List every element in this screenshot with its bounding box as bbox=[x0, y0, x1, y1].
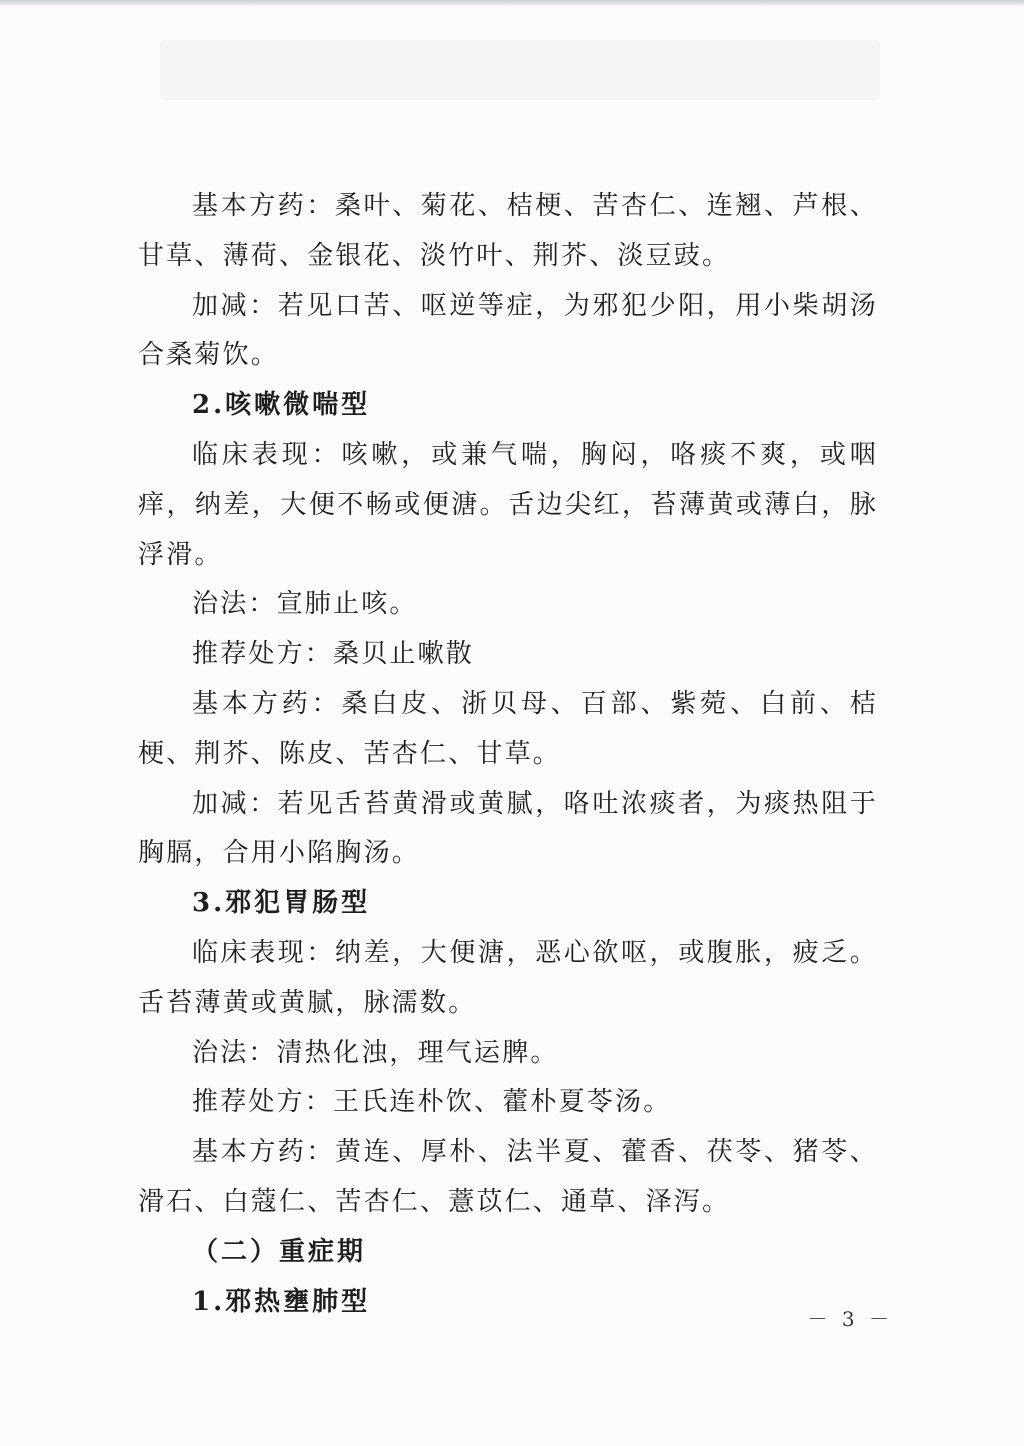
paragraph-treatment-2: 治法：清热化浊，理气运脾。 bbox=[192, 1037, 559, 1068]
paragraph-prescription-1: 推荐处方：桑贝止嗽散 bbox=[192, 639, 475, 670]
heading-heat-lung-type: 1.邪热壅肺型 bbox=[192, 1286, 371, 1317]
scan-top-edge bbox=[0, 0, 1024, 6]
page-body bbox=[138, 182, 878, 1327]
page-number: － 3 － bbox=[807, 1307, 893, 1331]
paragraph-modification-1: 加减：若见口苦、呕逆等症，为邪犯少阳，用小柴胡汤合桑菊饮。 bbox=[138, 290, 878, 371]
paragraph-basic-herbs-3: 基本方药：黄连、厚朴、法半夏、藿香、茯苓、猪苓、滑石、白蔻仁、苦杏仁、薏苡仁、通草、泽泻。 bbox=[138, 1137, 878, 1217]
heading-severe-stage: （二）重症期 bbox=[192, 1236, 367, 1267]
paragraph-treatment-1: 治法：宣肺止咳。 bbox=[192, 589, 418, 620]
heading-cough-wheeze-type: 2.咳嗽微喘型 bbox=[192, 390, 371, 421]
heading-stomach-intestine-type: 3.邪犯胃肠型 bbox=[192, 888, 371, 919]
paragraph-modification-2: 加减：若见舌苔黄滑或黄腻，咯吐浓痰者，为痰热阻于胸膈，合用小陷胸汤。 bbox=[138, 788, 878, 869]
paragraph-clinical-manifestation-1: 临床表现：咳嗽，或兼气喘，胸闷，咯痰不爽，或咽痒，纳差，大便不畅或便溏。舌边尖红，苔薄黄或薄白，脉浮滑。 bbox=[138, 439, 878, 570]
paragraph-clinical-manifestation-2: 临床表现：纳差，大便溏，恶心欲呕，或腹胀，疲乏。舌苔薄黄或黄腻，脉濡数。 bbox=[138, 937, 878, 1018]
scan-shadow bbox=[160, 40, 880, 100]
paragraph-basic-herbs-1: 基本方药：桑叶、菊花、桔梗、苦杏仁、连翘、芦根、甘草、薄荷、金银花、淡竹叶、荆芥、淡豆豉。 bbox=[138, 191, 878, 271]
paragraph-basic-herbs-2: 基本方药：桑白皮、浙贝母、百部、紫菀、白前、桔梗、荆芥、陈皮、苦杏仁、甘草。 bbox=[138, 688, 878, 769]
paragraph-prescription-2: 推荐处方：王氏连朴饮、藿朴夏苓汤。 bbox=[192, 1087, 672, 1118]
